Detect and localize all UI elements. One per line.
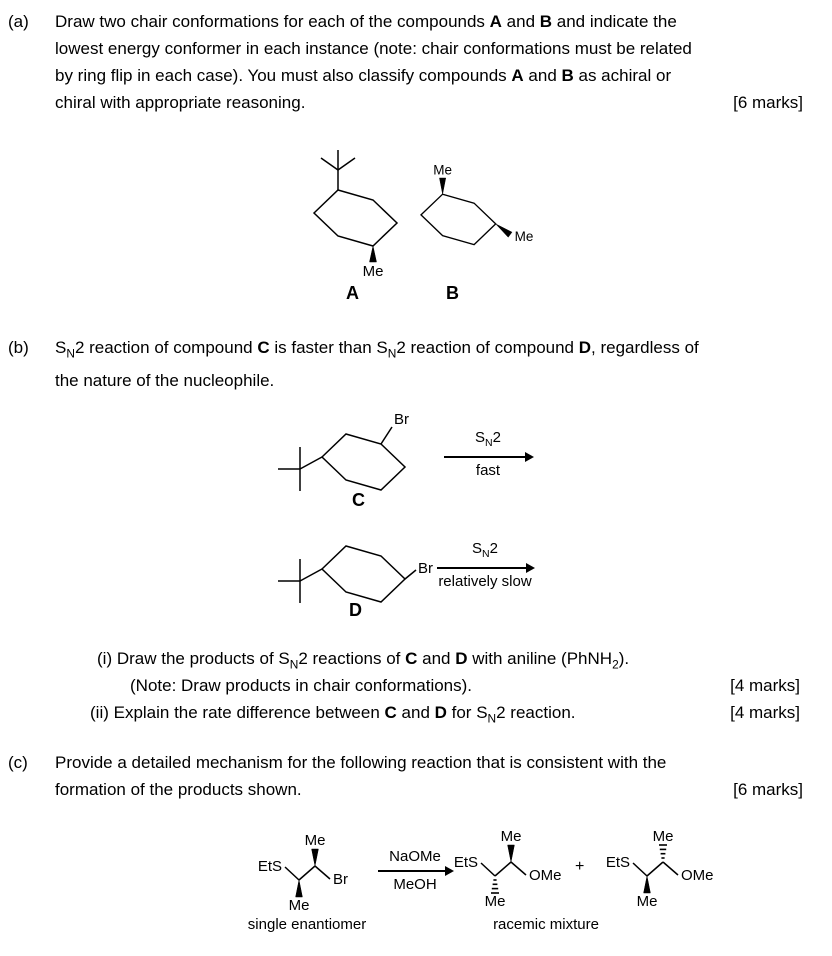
sn2-label: $S_N2$ <box>472 540 498 560</box>
question-a-marks: [6 marks] <box>733 93 803 112</box>
wedge-bond-methyl-right <box>496 224 512 237</box>
question-b-line-2: the nature of the nucleophile. <box>55 371 275 391</box>
equatorial-bromine-bond <box>405 570 416 579</box>
methyl-label: Me <box>304 832 326 849</box>
methyl-label: Me <box>433 162 452 178</box>
sn2-label: $S_N2$ <box>475 429 501 449</box>
cyclohexane-ring <box>322 546 405 602</box>
reactant-caption: single enantiomer <box>247 916 367 933</box>
carbon-skeleton <box>633 862 678 876</box>
reaction-arrow-icon <box>444 456 532 458</box>
cyclohexane-ring <box>421 194 496 244</box>
reaction-conditions-arrow-block <box>378 848 452 894</box>
question-b-i: (i) Draw the products of $S_N2$ reactions of C and D with aniline (PhNH$_2$). <box>97 649 630 672</box>
wedge-bond-methyl-top <box>439 178 445 194</box>
question-a-text <box>55 8 803 116</box>
question-b-label: (b) <box>8 338 29 357</box>
question-c-line-2-text: formation of the products shown. <box>55 780 302 799</box>
reaction-arrow-icon <box>437 567 533 569</box>
question-b-ii-marks: [4 marks] <box>730 703 800 722</box>
wedge-bond-methyl-bottom <box>296 880 303 897</box>
methyl-label: Me <box>514 229 534 244</box>
carbon-skeleton <box>285 866 330 880</box>
compound-d-label: D <box>349 600 362 620</box>
ethylthio-label: EtS <box>453 854 478 871</box>
ethylthio-label: EtS <box>257 858 282 875</box>
rate-label: relatively slow <box>438 573 532 590</box>
cyclohexane-ring <box>322 434 405 490</box>
solvent-label: MeOH <box>393 876 437 893</box>
methyl-label: Me <box>288 897 310 914</box>
question-a-line-4-text: chiral with appropriate reasoning. <box>55 93 306 112</box>
question-a-label: (a) <box>8 12 29 31</box>
rate-label: fast <box>475 462 501 479</box>
methyl-label: Me <box>652 828 674 845</box>
wedge-bond-methyl-bottom <box>644 876 651 893</box>
structure-b-drawing <box>412 160 547 277</box>
plus-sign: + <box>575 858 585 875</box>
compound-c-label: C <box>352 490 365 510</box>
question-c-label: (c) <box>8 753 28 772</box>
question-a-line-2: lowest energy conformer in each instance (note: chair conformations must be related <box>55 39 692 58</box>
tert-butyl-group <box>278 447 322 491</box>
product-1-drawing <box>448 828 583 913</box>
wedge-bond-methyl-top <box>508 845 515 862</box>
reaction-d-arrow-block <box>437 540 533 591</box>
structure-a-drawing <box>290 142 420 292</box>
question-c-marks: [6 marks] <box>733 780 803 799</box>
question-c-line-1: Provide a detailed mechanism for the following reaction that is consistent with the <box>55 753 667 772</box>
structure-c-drawing <box>272 402 442 532</box>
question-b-i-note: (Note: Draw products in chair conformations). <box>130 676 473 695</box>
question-c-text <box>55 749 803 803</box>
methoxy-label: OMe <box>529 867 562 884</box>
reactant-drawing <box>252 832 387 917</box>
wedge-bond-methyl <box>370 246 377 262</box>
tert-butyl-group <box>321 150 355 190</box>
question-c-line-2 <box>55 776 803 803</box>
bromine-label: Br <box>394 411 409 428</box>
ethylthio-label: EtS <box>605 854 630 871</box>
question-a-line-1: Draw two chair conformations for each of the compounds A and B and indicate the <box>55 12 677 31</box>
hashed-bond-methyl-bottom <box>491 880 499 893</box>
reagent-label: NaOMe <box>389 848 441 865</box>
question-b-i-marks: [4 marks] <box>730 676 800 695</box>
methyl-label: Me <box>484 893 506 910</box>
question-b-ii: (ii) Explain the rate difference between C and D for $S_N2$ reaction. <box>90 703 576 726</box>
hashed-bond-methyl-top <box>659 845 667 858</box>
methoxy-label: OMe <box>681 867 714 884</box>
methyl-label: Me <box>636 893 658 910</box>
bromine-label: Br <box>333 871 348 888</box>
axial-bromine-bond <box>381 427 392 444</box>
methyl-label: Me <box>500 828 522 845</box>
question-a-line-4 <box>55 89 803 116</box>
reaction-arrow-icon <box>378 870 452 872</box>
tert-butyl-group <box>278 559 322 603</box>
compound-b-label: B <box>446 283 459 303</box>
question-b-line-1: $S_N2$ reaction of compound C is faster than $S_N2$ reaction of compound D, regardless of <box>55 338 699 361</box>
structure-d-drawing <box>272 514 442 644</box>
compound-a-label: A <box>346 283 359 303</box>
cyclohexane-ring <box>314 190 397 246</box>
question-b-text <box>55 334 803 394</box>
question-a-line-3: by ring flip in each case). You must also classify compounds A and B as achiral or <box>55 66 672 85</box>
reaction-c-arrow-block <box>444 429 532 480</box>
carbon-skeleton <box>481 862 526 876</box>
methyl-label: Me <box>362 263 384 280</box>
wedge-bond-methyl-top <box>312 849 319 866</box>
products-caption: racemic mixture <box>493 916 599 933</box>
bromine-label: Br <box>418 560 433 577</box>
product-2-drawing <box>600 828 735 913</box>
